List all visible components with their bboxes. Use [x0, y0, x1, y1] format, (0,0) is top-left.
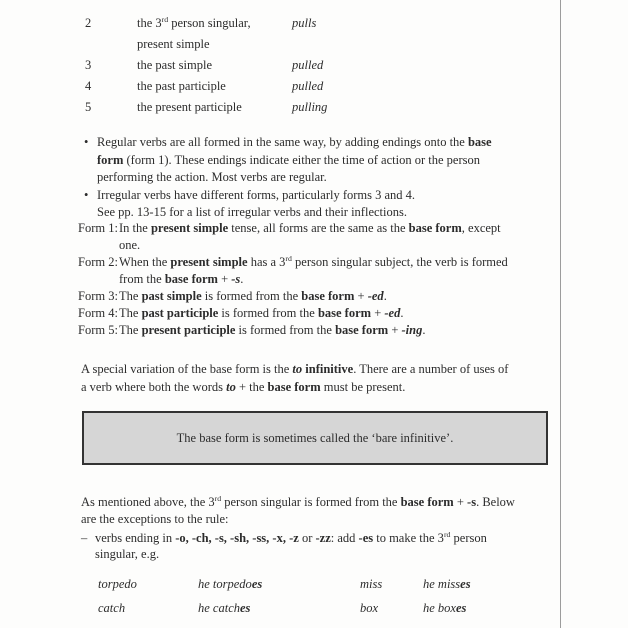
- form-rule-row: [78, 254, 560, 288]
- form-rule-text: When the present simple has a 3rd person singular subject, the verb is formed from the base form + -s.: [119, 253, 508, 286]
- example-row: [98, 596, 558, 620]
- bullet-icon: •: [84, 187, 89, 202]
- verb-table-row: [85, 55, 555, 76]
- verb-form-number: 4: [85, 79, 92, 93]
- form-rule-text: The past simple is formed from the base form + -ed.: [119, 289, 387, 303]
- form-rule-row: [78, 322, 560, 339]
- verb-table-row: [85, 13, 555, 55]
- form-rule-label: Form 2:: [78, 255, 118, 269]
- form-rules-list: [78, 220, 560, 339]
- example-cell: box: [360, 601, 379, 615]
- example-cell: torpedo: [98, 577, 137, 591]
- form-rule-text: The past participle is formed from the base form + -ed.: [119, 306, 404, 320]
- verb-form-description: the present participle: [137, 100, 242, 114]
- bullet-text: Irregular verbs have different forms, particularly forms 3 and 4. See pp. 13-15 for a list of irregular verbs and their inflections.: [97, 187, 416, 219]
- example-cell: he catches: [198, 601, 251, 615]
- verb-form-example: pulls: [292, 16, 317, 30]
- form-rule-label: Form 4:: [78, 306, 118, 320]
- form-rule-text: The present participle is formed from the base form + -ing.: [119, 323, 426, 337]
- verb-form-number: 2: [85, 16, 92, 30]
- form-rule-label: Form 1:: [78, 221, 118, 235]
- verb-form-description: the past participle: [137, 79, 226, 93]
- form-rule-text: In the present simple tense, all forms are the same as the base form, except one.: [119, 221, 501, 252]
- paragraph-to-infinitive: A special variation of the base form is the to infinitive. There are a number of uses of a verb where both the words to + the base form must be present.: [81, 362, 509, 394]
- verb-form-example: pulling: [292, 100, 328, 114]
- verb-table-row: [85, 76, 555, 97]
- form-rule-row: [78, 305, 560, 322]
- form-rule-label: Form 5:: [78, 323, 118, 337]
- page-edge-line: [560, 0, 561, 628]
- callout-box: [82, 411, 548, 465]
- bullet-list: [84, 134, 560, 222]
- verb-form-number: 5: [85, 100, 92, 114]
- verb-form-example: pulled: [292, 79, 324, 93]
- example-cell: catch: [98, 601, 126, 615]
- verb-form-description: the 3rd person singular, present simple: [137, 14, 251, 51]
- dash-list-item: [81, 530, 560, 562]
- form-rule-row: [78, 288, 560, 305]
- verb-form-number: 3: [85, 58, 92, 72]
- example-cell: he misses: [423, 577, 471, 591]
- dash-marker: –: [81, 531, 88, 545]
- dash-item-text: verbs ending in -o, -ch, -s, -sh, -ss, -x, -z or -zz: add -es to make the 3rd person singular, e.g.: [95, 529, 487, 561]
- example-row: [98, 572, 558, 596]
- example-cell: he torpedoes: [198, 577, 263, 591]
- bullet-text: Regular verbs are all formed in the same way, by adding endings onto the base form (form 1). These endings indicate either the time of action or the person performing the action. Most verbs are regular.: [97, 135, 492, 184]
- callout-text: The base form is sometimes called the ‘bare infinitive’.: [176, 430, 454, 445]
- paragraph-exceptions-intro: As mentioned above, the 3rd person singular is formed from the base form + -s. Below are the exceptions to the rule:: [81, 493, 515, 526]
- bullet-icon: •: [84, 135, 89, 149]
- exceptions-examples-table: [98, 572, 558, 620]
- example-cell: miss: [360, 577, 383, 591]
- verb-form-description: the past simple: [137, 58, 212, 72]
- verb-forms-table: [85, 13, 555, 118]
- verb-table-row: [85, 97, 555, 118]
- form-rule-row: [78, 220, 560, 254]
- verb-form-example: pulled: [292, 58, 324, 72]
- bullet-item: [84, 187, 560, 222]
- form-rule-label: Form 3:: [78, 289, 118, 303]
- bullet-item: [84, 134, 560, 187]
- example-cell: he boxes: [423, 601, 467, 615]
